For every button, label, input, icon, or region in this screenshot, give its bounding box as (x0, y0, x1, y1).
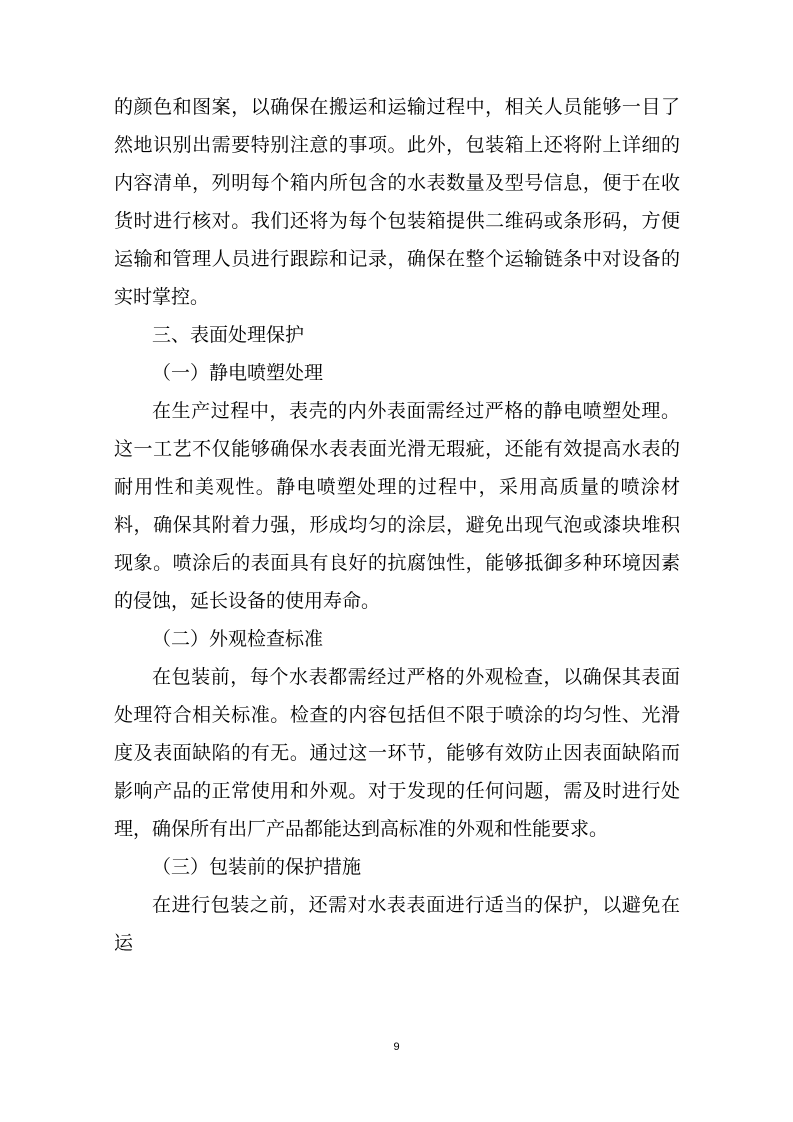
paragraph-electrostatic-spraying: 在生产过程中，表壳的内外表面需经过严格的静电喷塑处理。这一工艺不仅能够确保水表表面光滑无瑕疵，还能有效提高水表的耐用性和美观性。静电喷塑处理的过程中，采用高质量的喷涂材料，确保其附着力强，形成均匀的涂层，避免出现气泡或漆块堆积现象。喷涂后的表面具有良好的抗腐蚀性，能够抵御多种环境因素的侵蚀，延长设备的使用寿命。 (114, 400, 680, 612)
paragraph-appearance-inspection: 在包装前，每个水表都需经过严格的外观检查，以确保其表面处理符合相关标准。检查的内容包括但不限于喷涂的均匀性、光滑度及表面缺陷的有无。通过这一环节，能够有效防止因表面缺陷而影响产品的正常使用和外观。对于发现的任何问题，需及时进行处理，确保所有出厂产品都能达到高标准的外观和性能要求。 (114, 666, 680, 840)
subheading-electrostatic-spraying: （一）静电喷塑处理 (152, 362, 324, 384)
subheading-pre-packaging-protection: （三）包装前的保护措施 (152, 856, 362, 878)
paragraph-pre-packaging-protection: 在进行包装之前，还需对水表表面进行适当的保护，以避免在运 (114, 894, 680, 954)
page-number: 9 (393, 1041, 400, 1053)
page-body (114, 88, 680, 962)
paragraph-packaging-labels: 的颜色和图案，以确保在搬运和运输过程中，相关人员能够一目了然地识别出需要特别注意的事项。此外，包装箱上还将附上详细的内容清单，列明每个箱内所包含的水表数量及型号信息，便于在收货时进行核对。我们还将为每个包装箱提供二维码或条形码，方便运输和管理人员进行跟踪和记录，确保在整个运输链条中对设备的实时掌控。 (114, 96, 680, 308)
section-heading-surface-protection: 三、表面处理保护 (152, 324, 305, 346)
subheading-appearance-inspection: （二）外观检查标准 (152, 628, 324, 650)
